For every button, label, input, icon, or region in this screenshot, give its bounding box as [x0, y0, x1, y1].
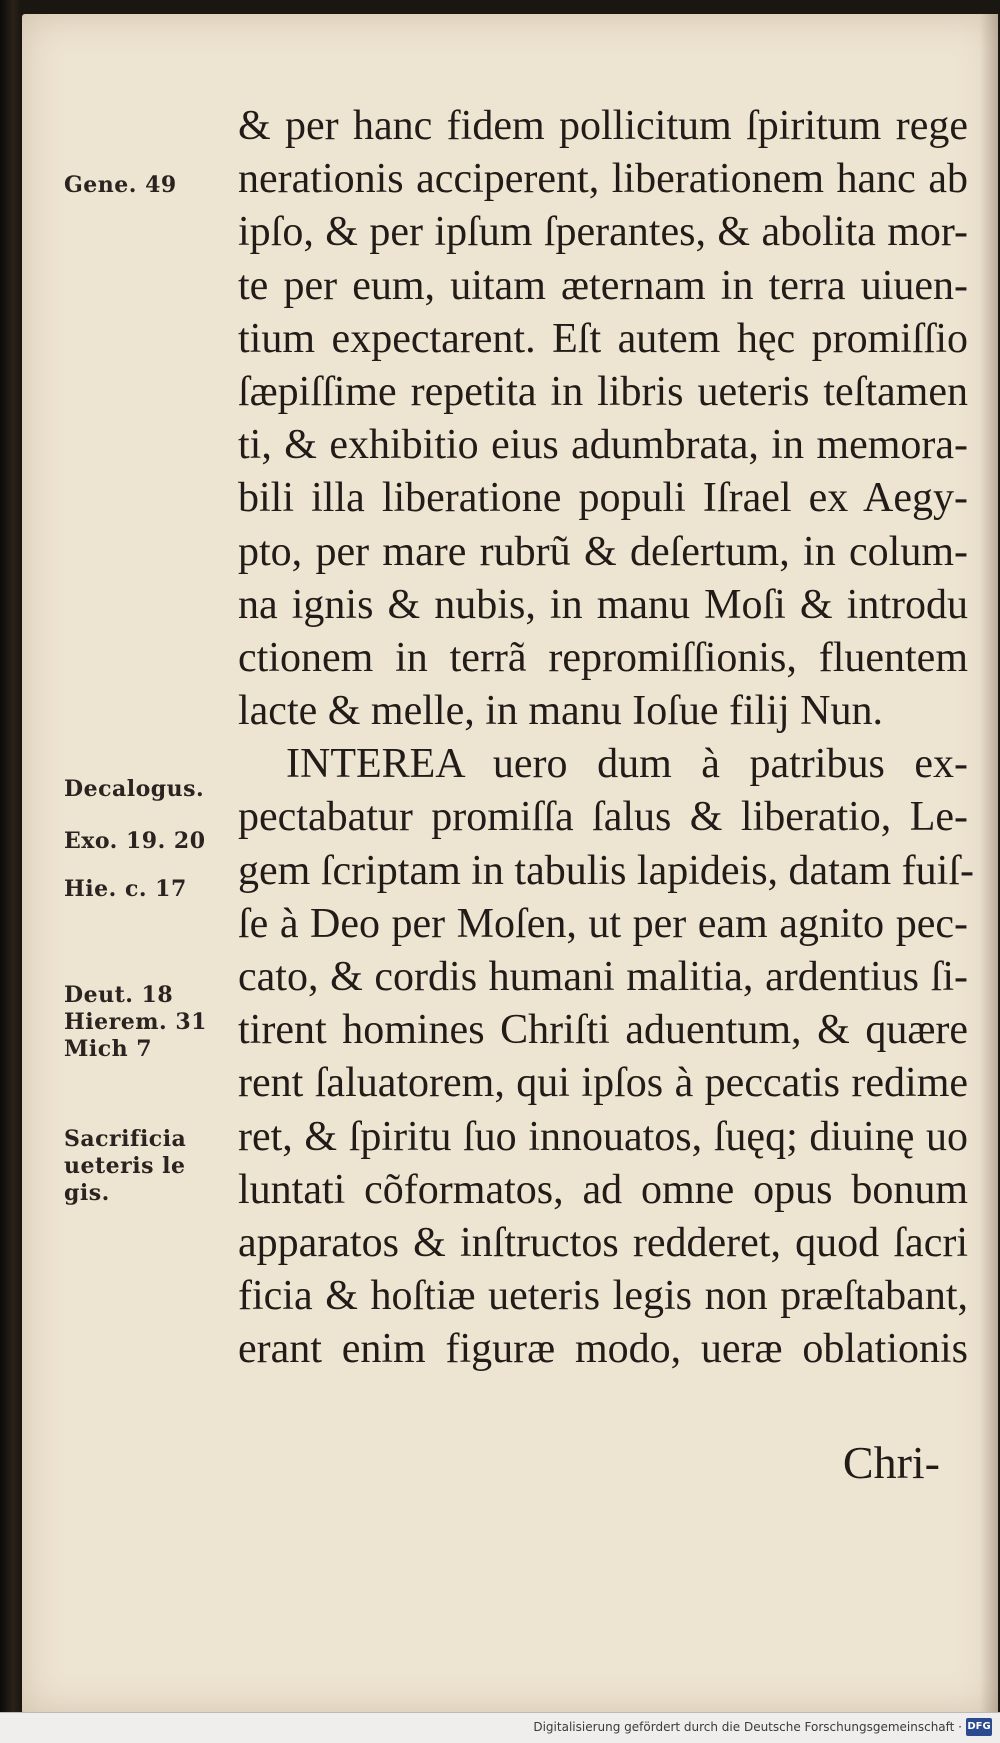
dfg-logo: DFG [966, 1718, 992, 1736]
text-line: erant enim figuræ modo, ueræ oblationis [238, 1326, 968, 1373]
marginal-note-line: ueteris le [64, 1153, 186, 1179]
text-line: nerationis acciperent, liberationem hanc ab [238, 156, 968, 203]
marginal-note-sacrificia [64, 1126, 234, 1207]
marginal-note-line: Hie. c. 17 [64, 876, 187, 902]
text-line: ipſo, & per ipſum ſperantes, & abolita mor- [238, 209, 968, 256]
text-line: tirent homines Chriſti aduentum, & quære [238, 1007, 968, 1054]
text-line: na ignis & nubis, in manu Moſi & introdu [238, 581, 968, 628]
marginal-note-line: Sacrificia [64, 1126, 187, 1152]
marginal-note-exo [64, 828, 234, 855]
text-line: pto, per mare rubrũ & deſertum, in colum- [238, 528, 968, 575]
text-line: te per eum, uitam æternam in terra uiuen- [238, 262, 968, 309]
text-line: lacte & melle, in manu Ioſue filij Nun. [238, 688, 883, 735]
marginal-note-line: Mich 7 [64, 1036, 153, 1062]
text-line: rent ſaluatorem, qui ipſos à peccatis redime [238, 1060, 968, 1107]
text-line: bili illa liberatione populi Iſrael ex Aegy- [238, 475, 968, 522]
marginal-note-line: Decalogus. [64, 776, 205, 802]
text-line: luntati cõformatos, ad omne opus bonum [238, 1166, 968, 1213]
text-line: tium expectarent. Eſt autem hęc promiſſio [238, 315, 968, 362]
marginal-note-line: Deut. 18 [64, 982, 174, 1008]
marginal-note-deut [64, 982, 234, 1063]
marginal-note-line: Exo. 19. 20 [64, 828, 206, 854]
text-line: ſæpiſſime repetita in libris ueteris teſtamen [238, 368, 968, 415]
marginal-note-hie [64, 876, 234, 903]
main-text-block [238, 100, 974, 1377]
text-line: gem ſcriptam in tabulis lapideis, datam fuiſ- [238, 847, 974, 894]
funding-credit-text: Digitalisierung gefördert durch die Deutsche Forschungsgemeinschaft · [533, 1720, 962, 1734]
text-line: ti, & exhibitio eius adumbrata, in memora- [238, 422, 968, 469]
text-line: ctionem in terrã repromiſſionis, fluentem [238, 634, 968, 681]
text-line: ret, & ſpiritu ſuo innouatos, ſuęq; diuinę uo [238, 1113, 968, 1160]
text-line: cato, & cordis humani malitia, ardentius ſi- [238, 954, 968, 1000]
text-line: & per hanc fidem pollicitum ſpiritum rege [238, 103, 968, 149]
text-line: ficia & hoſtiæ ueteris legis non præſtabant, [238, 1273, 968, 1320]
marginal-note-line: gis. [64, 1180, 110, 1206]
text-line-paragraph-start: INTEREA uero dum à patribus ex- [286, 741, 968, 788]
book-binding-edge [0, 0, 22, 1743]
page-fold-shadow [980, 14, 998, 1714]
digitization-footer [0, 1712, 1000, 1743]
page-sheet [22, 14, 998, 1714]
marginal-notes-column [64, 14, 224, 1514]
marginal-note-decalogus [64, 776, 234, 803]
marginal-note-line: Hierem. 31 [64, 1009, 207, 1035]
text-line: ſe à Deo per Moſen, ut per eam agnito pec- [238, 900, 968, 947]
catchword: Chri- [842, 1437, 940, 1488]
marginal-note-line: Gene. 49 [64, 172, 177, 198]
text-line: pectabatur promiſſa ſalus & liberatio, Le- [238, 794, 968, 841]
text-line: apparatos & inſtructos redderet, quod ſacri [238, 1219, 968, 1266]
marginal-note-gene [64, 172, 234, 199]
